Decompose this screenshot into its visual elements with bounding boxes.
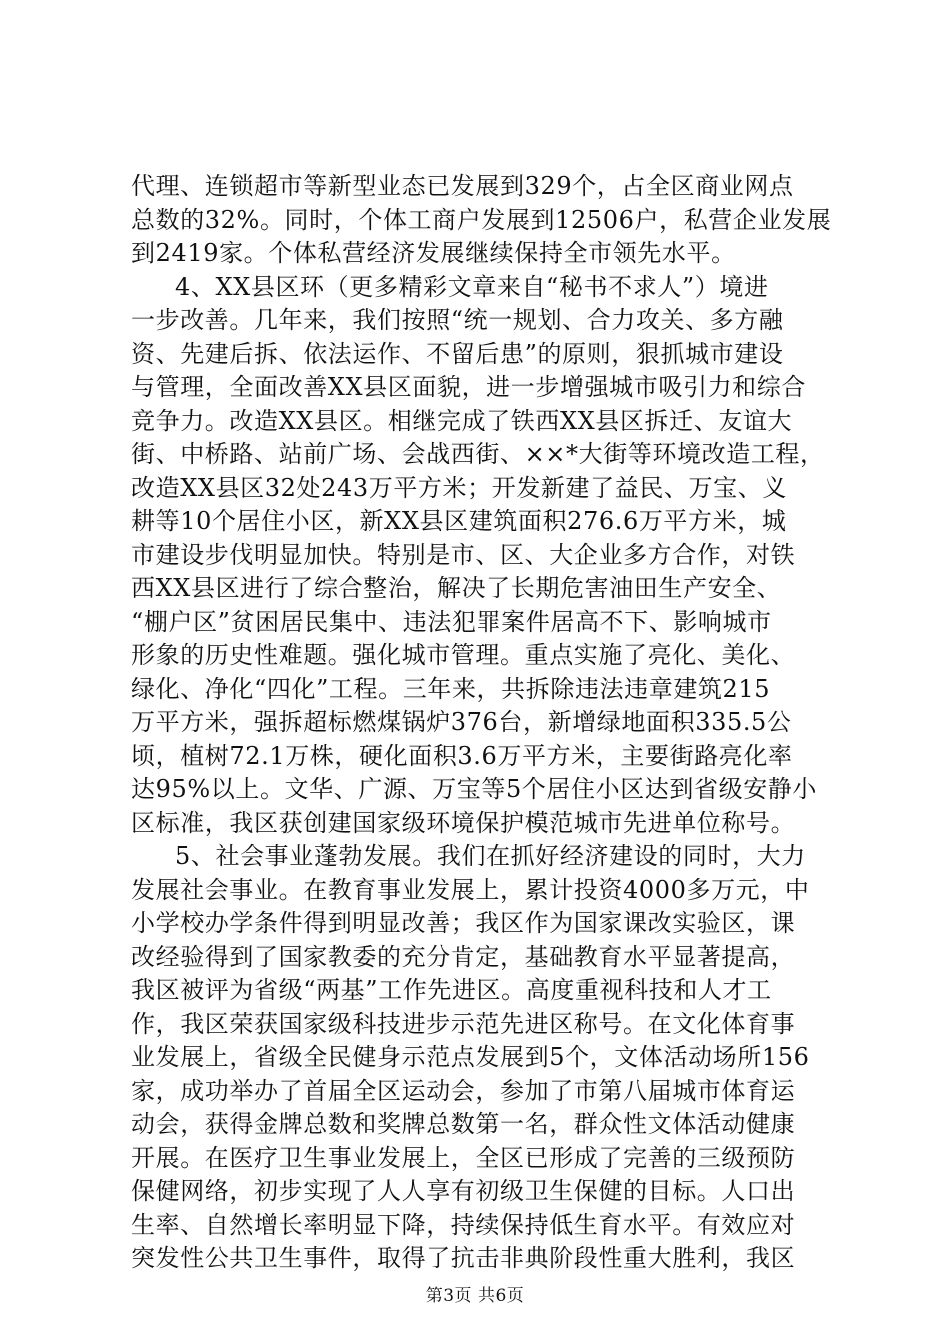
text-line: 保健网络，初步实现了人人享有初级卫生保健的目标。人口出 (131, 1177, 796, 1205)
text-line: 改经验得到了国家教委的充分肯定，基础教育水平显著提高， (131, 942, 796, 971)
text-line: 形象的历史性难题。强化城市管理。重点实施了亮化、美化、 (131, 641, 796, 669)
text-line: 市建设步伐明显加快。特别是市、区、大企业多方合作，对铁 (131, 540, 796, 569)
text-line: 区标准，我区获创建国家级环境保护模范城市先进单位称号。 (131, 808, 796, 837)
text-line: 小学校办学条件得到明显改善；我区作为国家课改实验区，课 (131, 909, 796, 937)
page-number-footer: 第3页 共6页 (425, 1286, 525, 1306)
text-line: 总数的32%。同时，个体工商户发展到12506户，私营企业发展 (131, 205, 832, 234)
text-line: 竞争力。改造XX县区。相继完成了铁西XX县区拆迁、友谊大 (131, 406, 793, 435)
text-line: 万平方米，强拆超标燃煤锅炉376台，新增绿地面积335.5公 (131, 708, 792, 736)
paragraph-4-first-line: 4、XX县区环（更多精彩文章来自“秘书不求人”）境进 (175, 272, 769, 301)
text-line: 耕等10个居住小区，新XX县区建筑面积276.6万平方米，城 (131, 507, 787, 535)
text-line: 业发展上，省级全民健身示范点发展到5个，文体活动场所156 (131, 1043, 810, 1071)
text-line: 到2419家。个体私营经济发展继续保持全市领先水平。 (131, 239, 736, 267)
text-line: 发展社会事业。在教育事业发展上，累计投资4000多万元，中 (131, 875, 810, 904)
text-line: 代理、连锁超市等新型业态已发展到329个，占全区商业网点 (131, 172, 794, 200)
text-line: 顷，植树72.1万株，硬化面积3.6万平方米，主要街路亮化率 (131, 741, 793, 770)
text-line: 资、先建后拆、依法运作、不留后患”的原则，狠抓城市建设 (131, 339, 784, 368)
text-line: 我区被评为省级“两基”工作先进区。高度重视科技和人才工 (131, 976, 772, 1004)
text-line: “棚户区”贫困居民集中、违法犯罪案件居高不下、影响城市 (131, 607, 772, 636)
text-line: 达95%以上。文华、广源、万宝等5个居住小区达到省级安静小 (131, 775, 818, 803)
text-line: 一步改善。几年来，我们按照“统一规划、合力攻关、多方融 (131, 306, 784, 334)
text-line: 突发性公共卫生事件，取得了抗击非典阶段性重大胜利，我区 (131, 1244, 796, 1272)
text-line: 街、中桥路、站前广场、会战西街、××*大街等环境改造工程， (131, 440, 825, 468)
document-body (131, 170, 831, 1276)
text-line: 作，我区荣获国家级科技进步示范先进区称号。在文化体育事 (131, 1009, 796, 1038)
text-line: 动会，获得金牌总数和奖牌总数第一名，群众性文体活动健康 (131, 1110, 796, 1138)
text-line: 生率、自然增长率明显下降，持续保持低生育水平。有效应对 (131, 1210, 796, 1239)
text-line: 西XX县区进行了综合整治，解决了长期危害油田生产安全、 (131, 574, 782, 602)
text-line: 家，成功举办了首届全区运动会，参加了市第八届城市体育运 (131, 1076, 796, 1105)
text-line: 与管理，全面改善XX县区面貌，进一步增强城市吸引力和综合 (131, 373, 806, 401)
text-line: 开展。在医疗卫生事业发展上，全区已形成了完善的三级预防 (131, 1143, 796, 1172)
text-line: 绿化、净化“四化”工程。三年来，共拆除违法违章建筑215 (131, 674, 771, 703)
paragraph-5-first-line: 5、社会事业蓬勃发展。我们在抓好经济建设的同时，大力 (175, 842, 806, 870)
text-line: 改造XX县区32处243万平方米；开发新建了益民、万宝、义 (131, 473, 787, 502)
